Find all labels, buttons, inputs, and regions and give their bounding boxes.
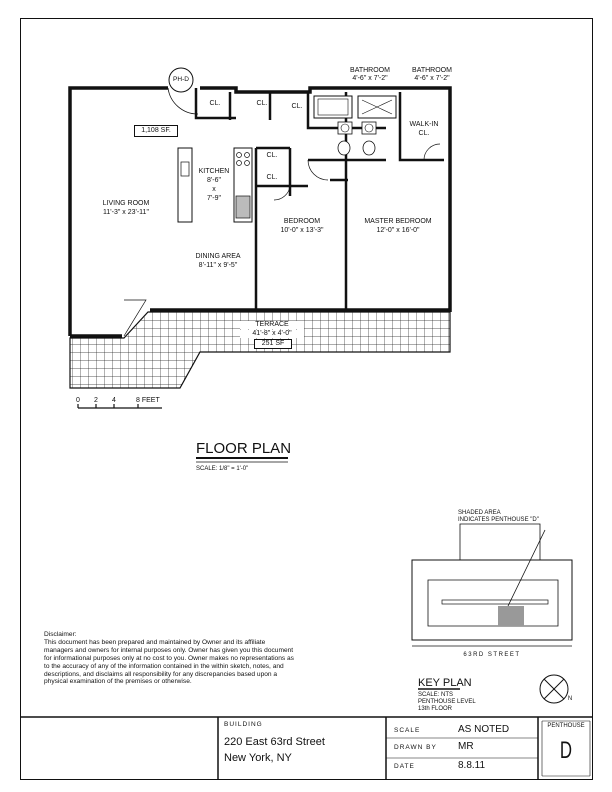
bedroom-name: BEDROOM [283, 218, 321, 225]
bedroom-dim: 10'-0" x 13'-3" [280, 227, 324, 234]
disclaimer-text: This document has been prepared and maintained by Owner and its affiliate managers and owners for internal purposes only. Owner has given you this document for informational purposes only at no cost to you. Owner makes no representations as to the accuracy of any of the information contained in the within sketch, notes, and descriptions, and disclaims all responsibility for any discrepancies based upon a physical examination of the premises or otherwise. [44, 638, 294, 686]
closet-label-4: CL. [266, 152, 278, 159]
key-plan-leader [508, 530, 545, 606]
key-plan-floor: 13th FLOOR [418, 706, 453, 712]
walk-in-closet-label-2: CL. [418, 130, 430, 137]
kitchen-name: KITCHEN [198, 168, 230, 175]
key-plan-street: 63RD STREET [463, 652, 521, 658]
building-address-line-1: 220 East 63rd Street [224, 736, 325, 748]
kitchen-dim-x: x [212, 186, 216, 193]
toilet-2 [363, 141, 375, 155]
floor-plan-scale: SCALE: 1/8" = 1'-0" [196, 466, 249, 472]
terrace-name: TERRACE [240, 321, 304, 329]
key-plan-graphic [412, 524, 572, 646]
bathroom-1-dim: 4'-6" x 7'-2" [352, 75, 388, 82]
bathroom-2-dim: 4'-6" x 7'-2" [414, 75, 450, 82]
penthouse-d-shaded-area [498, 606, 524, 626]
living-room-name: LIVING ROOM [102, 200, 150, 207]
north-arrow-icon [540, 675, 568, 703]
bathroom-2-name: BATHROOM [412, 67, 452, 74]
north-label: N [567, 696, 573, 702]
kitchen-dim-2: 7'-9" [207, 195, 221, 202]
scale-bar-tick-8: 8 FEET [136, 397, 160, 404]
floor-plan-title: FLOOR PLAN [196, 440, 292, 457]
key-plan-scale: SCALE: NTS [418, 692, 454, 698]
dining-area-dim: 8'-11" x 9'-5" [198, 262, 238, 269]
living-room-dim: 11'-3" x 23'-11" [103, 209, 149, 216]
building-address-line-2: New York, NY [224, 752, 292, 764]
date-label: DATE [394, 763, 415, 770]
date-value: 8.8.11 [458, 760, 486, 771]
door-swings [124, 144, 440, 336]
unit-letter: D [559, 737, 573, 764]
shaded-area-note-2: INDICATES PENTHOUSE "D" [458, 517, 539, 523]
scale-bar-tick-4: 4 [112, 397, 116, 404]
scale-bar-tick-0: 0 [76, 397, 80, 404]
shaded-area-note-1: SHADED AREA [458, 510, 501, 516]
kitchen-dim-1: 8'-6" [207, 177, 221, 184]
unit-entry-label: PH-D [173, 76, 189, 83]
scale-label: SCALE [394, 727, 421, 734]
drawn-by-label: DRAWN BY [394, 744, 437, 751]
key-plan-title: KEY PLAN [418, 677, 472, 689]
bathtub-1 [314, 96, 352, 118]
master-bedroom-name: MASTER BEDROOM [364, 218, 432, 225]
drawn-by-value: MR [458, 741, 474, 752]
disclaimer-heading: Disclaimer: [44, 631, 77, 638]
walk-in-closet-label-1: WALK-IN [409, 121, 439, 128]
unit-area-label: 1,108 SF. [134, 125, 178, 137]
closet-label-5: CL. [266, 174, 278, 181]
kitchen-counter-left [178, 148, 192, 222]
building-label: BUILDING [224, 721, 263, 728]
disclaimer-block [44, 631, 294, 686]
toilet-1 [338, 141, 350, 155]
key-plan-level: PENTHOUSE LEVEL [418, 699, 476, 705]
terrace-area: 251 SF [254, 339, 292, 349]
closet-label-1: CL. [209, 100, 221, 107]
dining-area-name: DINING AREA [195, 253, 241, 260]
closet-label-2: CL. [256, 100, 268, 107]
terrace-dim: 41'-8" x 4'-0" [240, 330, 304, 338]
master-bedroom-dim: 12'-0" x 16'-0" [376, 227, 420, 234]
unit-type-label: PENTHOUSE [547, 723, 585, 729]
scale-bar-tick-2: 2 [94, 397, 98, 404]
closet-label-3: CL. [291, 103, 303, 110]
scale-value: AS NOTED [458, 724, 510, 735]
bathroom-1-name: BATHROOM [350, 67, 390, 74]
